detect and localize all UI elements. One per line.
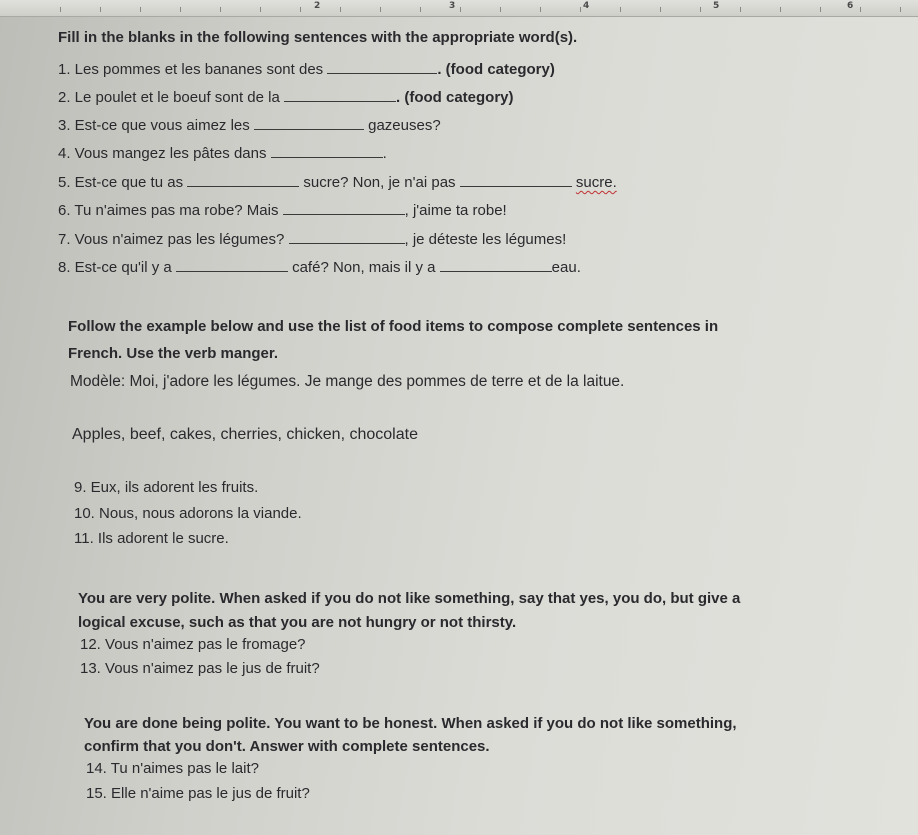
instruction-text: logical excuse, such as that you are not hungry or not thirsty. bbox=[78, 614, 517, 631]
question-6 bbox=[58, 202, 507, 219]
heading-text: Fill in the blanks in the following sentences with the appropriate word(s). bbox=[58, 29, 578, 46]
question-text: 3. Est-ce que vous aimez les bbox=[58, 117, 250, 134]
question-text: 5. Est-ce que tu as bbox=[58, 174, 184, 191]
section2-instruction bbox=[68, 318, 718, 335]
question-5 bbox=[58, 174, 617, 191]
question-text: 12. Vous n'aimez pas le fromage? bbox=[80, 636, 306, 653]
question-8 bbox=[58, 259, 581, 276]
question-text: sucre. bbox=[575, 174, 617, 191]
instruction-text: French. Use the verb manger. bbox=[68, 345, 279, 362]
question-4 bbox=[58, 145, 387, 162]
section1-heading bbox=[58, 29, 577, 46]
instruction-text: confirm that you don't. Answer with complete sentences. bbox=[84, 738, 490, 755]
answer-blank[interactable] bbox=[176, 259, 288, 272]
ruler-number: 2 bbox=[314, 1, 321, 11]
question-text: 1. Les pommes et les bananes sont des bbox=[58, 61, 324, 78]
question-1 bbox=[58, 61, 555, 78]
question-text: 15. Elle n'aime pas le jus de fruit? bbox=[86, 785, 310, 802]
question-text: . (food category) bbox=[437, 61, 555, 78]
question-7 bbox=[58, 231, 566, 248]
instruction-text: Follow the example below and use the list of food items to compose complete sentences in bbox=[68, 318, 719, 335]
question-text: . bbox=[382, 145, 387, 162]
ruler-number: 5 bbox=[713, 1, 720, 11]
question-text: , je déteste les légumes! bbox=[404, 231, 567, 248]
instruction-text: You are done being polite. You want to be honest. When asked if you do not like something, bbox=[84, 715, 737, 732]
question-10 bbox=[74, 505, 302, 522]
question-text: 8. Est-ce qu'il y a bbox=[58, 259, 172, 276]
answer-blank[interactable] bbox=[271, 145, 383, 158]
question-text: 4. Vous mangez les pâtes dans bbox=[58, 145, 267, 162]
ruler-number: 6 bbox=[847, 1, 854, 11]
question-3 bbox=[58, 117, 441, 134]
answer-blank[interactable] bbox=[440, 259, 552, 272]
question-text: sucre? Non, je n'ai pas bbox=[303, 174, 456, 191]
question-2 bbox=[58, 89, 514, 106]
question-text: 7. Vous n'aimez pas les légumes? bbox=[58, 231, 285, 248]
question-text: 6. Tu n'aimes pas ma robe? Mais bbox=[58, 202, 279, 219]
section4-instruction bbox=[84, 715, 737, 732]
question-text: 14. Tu n'aimes pas le lait? bbox=[86, 760, 259, 777]
answer-blank[interactable] bbox=[284, 89, 396, 102]
answer-blank[interactable] bbox=[327, 61, 437, 74]
question-11 bbox=[74, 530, 229, 547]
question-14 bbox=[86, 760, 259, 777]
section3-instruction bbox=[78, 614, 516, 631]
model-text: Modèle: Moi, j'adore les légumes. Je mange des pommes de terre et de la laitue. bbox=[70, 373, 625, 390]
question-text: eau. bbox=[551, 259, 581, 276]
question-text: 10. Nous, nous adorons la viande. bbox=[74, 505, 302, 522]
section3-instruction bbox=[78, 590, 740, 607]
section4-instruction bbox=[84, 738, 490, 755]
question-9 bbox=[74, 479, 258, 496]
section2-instruction bbox=[68, 345, 278, 362]
question-text: , j'aime ta robe! bbox=[404, 202, 507, 219]
question-text: 11. Ils adorent le sucre. bbox=[74, 530, 229, 547]
ruler bbox=[0, 0, 918, 17]
question-text: 2. Le poulet et le boeuf sont de la bbox=[58, 89, 280, 106]
question-15 bbox=[86, 785, 310, 802]
answer-blank[interactable] bbox=[254, 117, 364, 130]
food-list bbox=[72, 426, 418, 444]
model-sentence bbox=[70, 373, 624, 391]
question-text: 9. Eux, ils adorent les fruits. bbox=[74, 479, 259, 496]
food-list-text: Apples, beef, cakes, cherries, chicken, chocolate bbox=[72, 426, 418, 443]
answer-blank[interactable] bbox=[460, 174, 572, 187]
question-text: . (food category) bbox=[396, 89, 514, 106]
question-13 bbox=[80, 660, 320, 677]
answer-blank[interactable] bbox=[289, 231, 405, 244]
question-text: café? Non, mais il y a bbox=[292, 259, 436, 276]
instruction-text: You are very polite. When asked if you do not like something, say that yes, you do, but give a bbox=[78, 590, 741, 607]
answer-blank[interactable] bbox=[187, 174, 299, 187]
ruler-number: 4 bbox=[583, 1, 590, 11]
question-12 bbox=[80, 636, 306, 653]
answer-blank[interactable] bbox=[283, 202, 405, 215]
question-text: 13. Vous n'aimez pas le jus de fruit? bbox=[80, 660, 320, 677]
ruler-number: 3 bbox=[449, 1, 456, 11]
question-text: gazeuses? bbox=[368, 117, 441, 134]
